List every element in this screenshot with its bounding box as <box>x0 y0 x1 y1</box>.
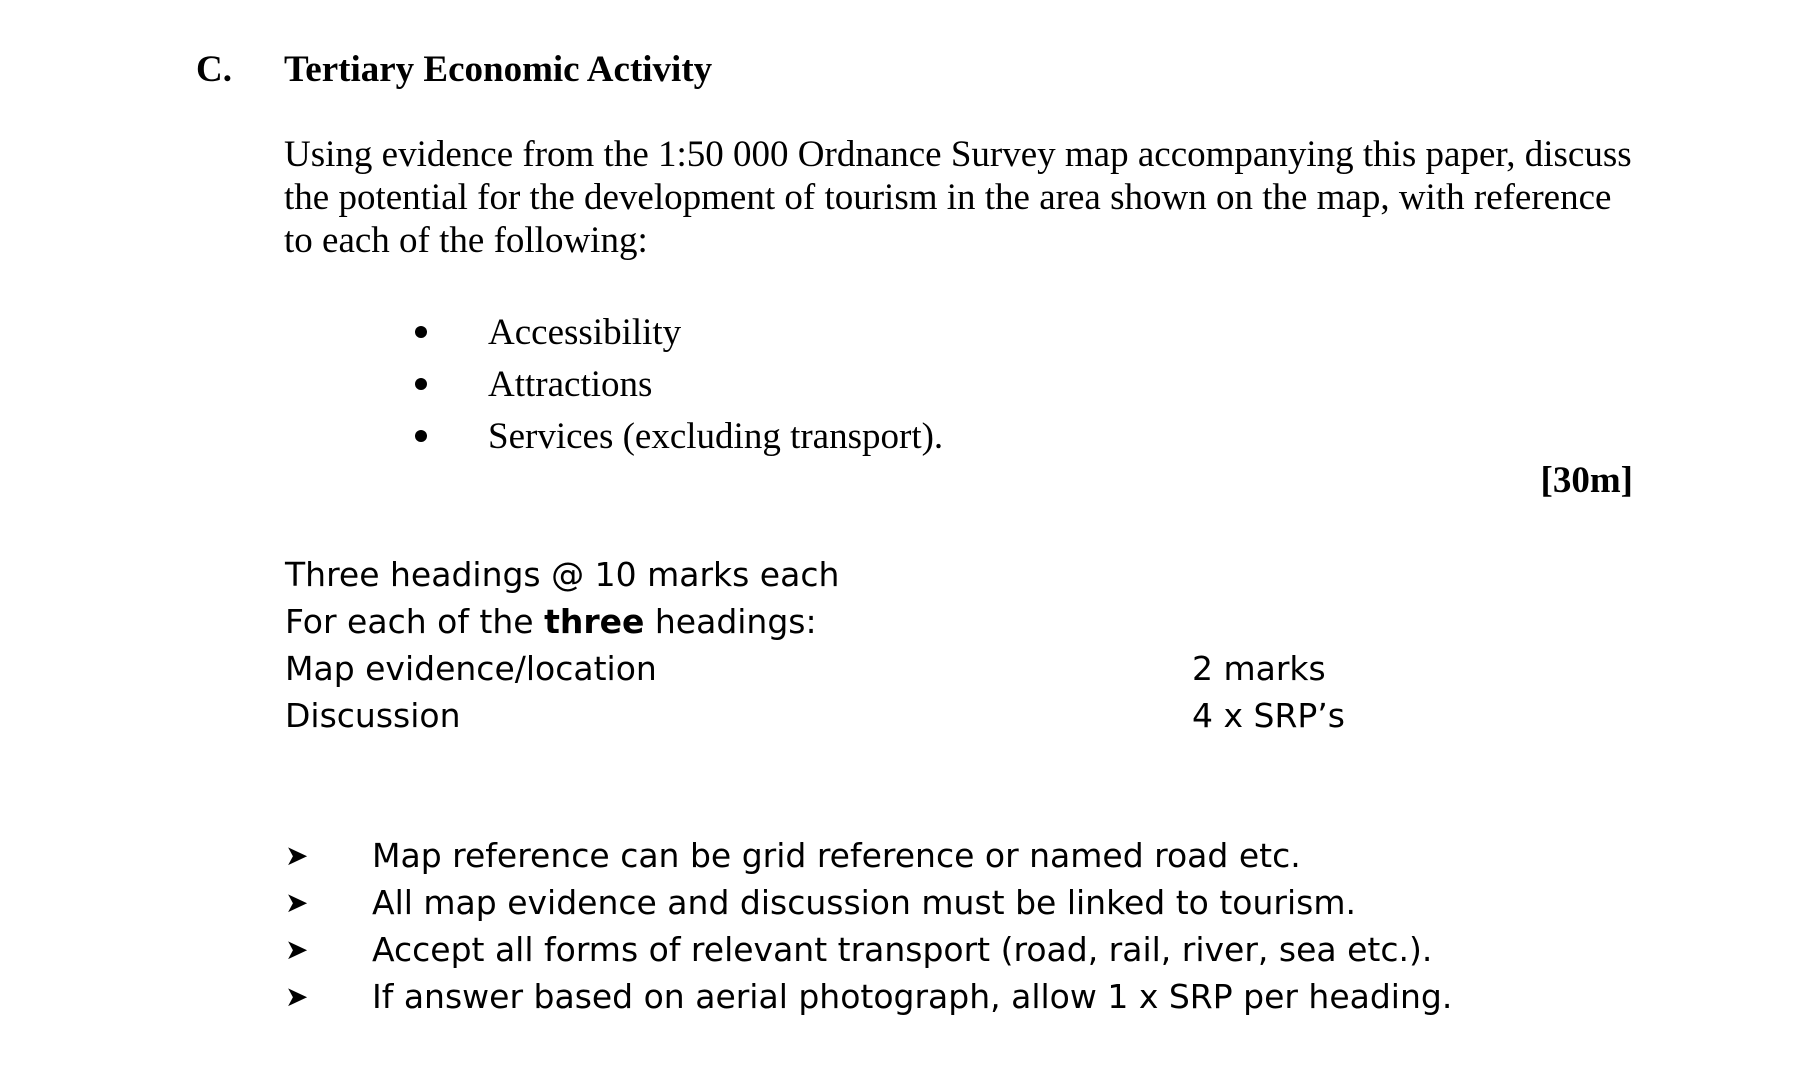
scheme-line-bold: three <box>544 602 645 641</box>
bullet-label: Attractions <box>488 363 653 405</box>
scheme-line-headings: Three headings @ 10 marks each <box>285 555 840 594</box>
arrowhead-bullet-icon: ➤ <box>285 933 309 966</box>
arrowhead-bullet-icon: ➤ <box>285 886 309 919</box>
scheme-row-label: Discussion <box>285 696 461 735</box>
arrowhead-bullet-icon: ➤ <box>285 839 309 872</box>
bullet-label: Services (excluding transport). <box>488 415 944 457</box>
list-item <box>410 410 943 462</box>
section-title: Tertiary Economic Activity <box>284 49 713 90</box>
scheme-row <box>285 645 1326 692</box>
bullet-dot-icon <box>415 378 427 390</box>
list-item <box>410 358 943 410</box>
list-item <box>285 832 1452 879</box>
scheme-line-prefix: For each of the <box>285 602 545 641</box>
scheme-row-value: 2 marks <box>1192 649 1326 688</box>
bullet-label: Accessibility <box>488 311 682 353</box>
note-text: Map reference can be grid reference or named road etc. <box>372 836 1301 875</box>
question-text: Using evidence from the 1:50 000 Ordnance Survey map accompanying this paper, discuss the potential for the development of tourism in the area shown on the map, with reference to each of the following: <box>284 134 1632 261</box>
scheme-line-suffix: headings: <box>644 602 817 641</box>
bullet-dot-icon <box>415 326 427 338</box>
bullet-dot-icon <box>415 430 427 442</box>
scheme-row-label: Map evidence/location <box>285 649 657 688</box>
note-text: If answer based on aerial photograph, allow 1 x SRP per heading. <box>372 977 1453 1016</box>
scheme-row-value: 4 x SRP’s <box>1192 696 1345 735</box>
list-item <box>285 879 1452 926</box>
list-item <box>285 973 1452 1020</box>
marking-notes-list <box>285 832 1452 1020</box>
note-text: Accept all forms of relevant transport (road, rail, river, sea etc.). <box>372 930 1433 969</box>
list-item <box>410 306 943 358</box>
scheme-row <box>285 692 1345 739</box>
arrowhead-bullet-icon: ➤ <box>285 980 309 1013</box>
list-item <box>285 926 1452 973</box>
total-marks: [30m] <box>1540 460 1633 501</box>
question-bullet-list <box>410 306 943 462</box>
marking-scheme <box>285 551 1345 739</box>
note-text: All map evidence and discussion must be linked to tourism. <box>372 883 1356 922</box>
scheme-line-each-heading <box>285 598 839 645</box>
section-letter: C. <box>196 49 232 90</box>
